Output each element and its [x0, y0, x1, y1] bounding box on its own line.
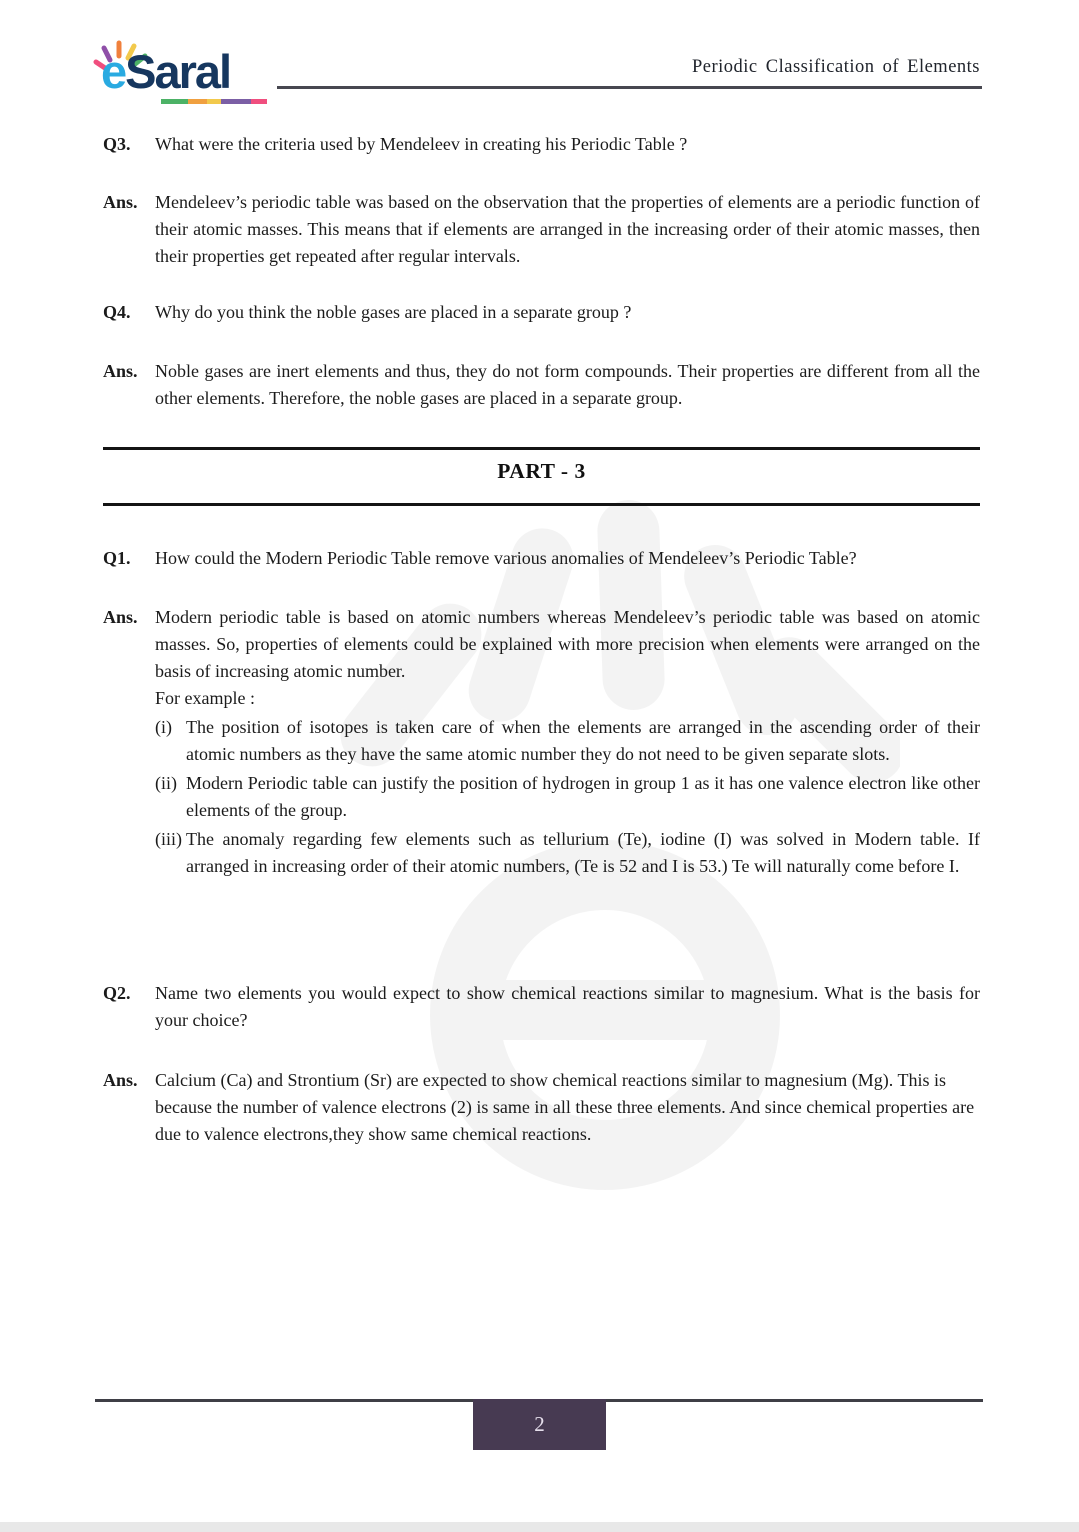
- example-label: For example :: [155, 688, 255, 708]
- logo-underline: [161, 99, 267, 104]
- answer-intro: Modern periodic table is based on atomic numbers whereas Mendeleev’s periodic table was based on atomic masses. So, properties of elements could be explained with more precision when elements were arranged on the basis of increasing atomic number.: [155, 607, 980, 681]
- page-number-badge: 2: [473, 1399, 606, 1450]
- question-label: Q3.: [103, 134, 131, 154]
- list-item-text: Modern Periodic table can justify the position of hydrogen in group 1 as it has one valence electron like other elements of the group.: [186, 773, 980, 820]
- question-text: How could the Modern Periodic Table remove various anomalies of Mendeleev’s Periodic Table?: [155, 548, 857, 568]
- answer-q2: [103, 1067, 980, 1148]
- answer-q1: [103, 604, 980, 880]
- answer-label: Ans.: [103, 607, 138, 627]
- list-marker: (iii): [155, 829, 182, 849]
- answer-label: Ans.: [103, 192, 138, 212]
- answer-text: Mendeleev’s periodic table was based on the observation that the properties of elements are a periodic function of their atomic masses. This means that if elements are arranged in the increasing order of their atomic masses, then their properties get repeated after regular intervals.: [155, 192, 980, 266]
- question-label: Q2.: [103, 983, 131, 1003]
- underline-purple-segment: [221, 99, 251, 104]
- underline-yellow-segment: [207, 99, 221, 104]
- question-q4: [103, 299, 980, 326]
- underline-pink-segment: [251, 99, 267, 104]
- logo-letter-e: e: [101, 45, 126, 98]
- list-item-text: The anomaly regarding few elements such as tellurium (Te), iodine (I) was solved in Modern table. If arranged in increasing order of their atomic numbers, (Te is 52 and I is 53.) Te will naturally come before I.: [186, 829, 980, 876]
- question-label: Q1.: [103, 548, 131, 568]
- bottom-strip: [0, 1522, 1079, 1532]
- list-item-ii: [155, 770, 980, 824]
- list-item-i: [155, 714, 980, 768]
- page-header: [0, 0, 1079, 110]
- esaral-logo: [95, 40, 265, 104]
- question-text: Why do you think the noble gases are placed in a separate group ?: [155, 302, 632, 322]
- divider-rule-top: [103, 447, 980, 450]
- question-label: Q4.: [103, 302, 131, 322]
- logo-wordmark: [101, 45, 231, 98]
- answer-text: Calcium (Ca) and Strontium (Sr) are expected to show chemical reactions similar to magnesium (Mg). This is because the number of valence electrons (2) is same in all these three elements. And since chemical properties are due to valence electrons,they show same chemical reactions.: [155, 1070, 975, 1144]
- answer-q4: [103, 358, 980, 412]
- answer-text: Noble gases are inert elements and thus, they do not form compounds. Their properties are different from all the other elements. Therefore, the noble gases are placed in a separate group.: [155, 361, 980, 408]
- question-q3: [103, 131, 980, 158]
- question-q1: [103, 545, 980, 572]
- answer-label: Ans.: [103, 361, 138, 381]
- question-q2: [103, 980, 980, 1034]
- page-title: Periodic Classification of Elements: [691, 57, 980, 77]
- question-text: Name two elements you would expect to show chemical reactions similar to magnesium. What is the basis for your choice?: [155, 983, 980, 1030]
- answer-label: Ans.: [103, 1070, 138, 1090]
- answer-q3: [103, 189, 980, 270]
- logo-word-saral: Saral: [125, 45, 231, 98]
- divider-rule-bottom: [103, 503, 980, 506]
- underline-green-segment: [161, 99, 188, 104]
- list-item-iii: [155, 826, 980, 880]
- list-marker: (ii): [155, 773, 177, 793]
- header-rule: [277, 86, 982, 89]
- list-marker: (i): [155, 717, 172, 737]
- underline-orange-segment: [188, 99, 207, 104]
- question-text: What were the criteria used by Mendeleev in creating his Periodic Table ?: [155, 134, 688, 154]
- list-item-text: The position of isotopes is taken care of when the elements are arranged in the ascending order of their atomic numbers as they have the same atomic number they do not need to be given separate slots.: [186, 717, 980, 764]
- part-3-heading: PART - 3: [497, 459, 586, 483]
